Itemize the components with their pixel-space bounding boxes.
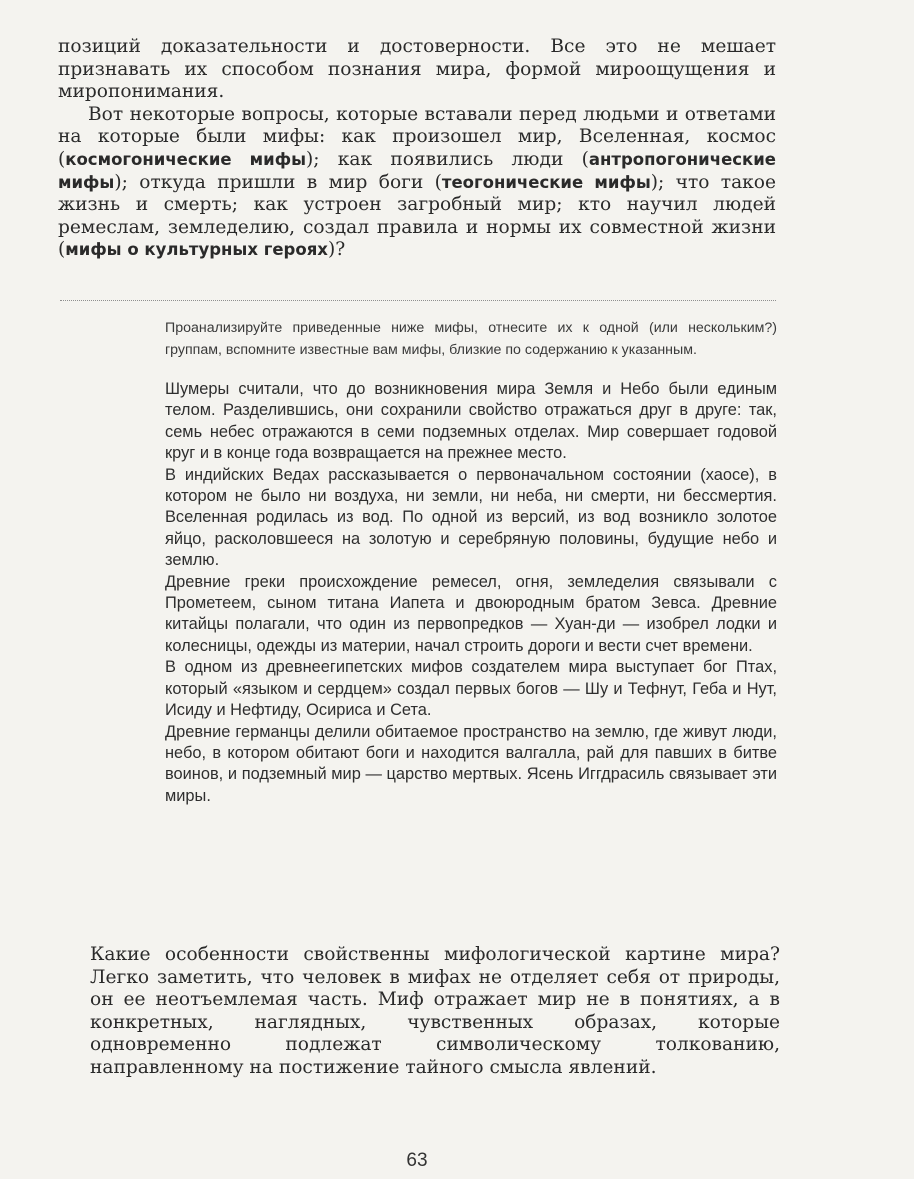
page-number: 63 [406, 1150, 428, 1171]
myth-germanic: Древние германцы делили обитаемое пространство на землю, где живут люди, небо, в котором обитают боги и находится валгалла, рай для павших в битве воинов, и подземный мир — царство мертвых. Ясень Иггдрасиль связывает эти миры. [165, 722, 777, 805]
term-culture-heroes: мифы о культурных героях [65, 240, 328, 260]
paragraph-continued: позиций доказательности и достоверности. Все это не мешает признавать их способом познания мира, формой мироощущения и миропонимания. [58, 36, 776, 103]
top-text-block [58, 36, 776, 262]
assignment-box [165, 318, 777, 807]
bottom-text-block [90, 944, 780, 1080]
term-anthropogonic: антропогонические мифы [58, 149, 776, 192]
myth-sumerian: Шумеры считали, что до возникновения мира Земля и Небо были единым телом. Разделившись, они сохранили свойство отражаться друг в друге: так, семь небес отражаются в семи подземных отделах. Мир совершает годовой круг и в конце года возвращается на прежнее место. [165, 380, 777, 463]
text-run: ); что такое жизнь и смерть; как устроен загробный мир; кто научил людей ремеслам, земледелию, создал правила и нормы их совместной жизни ( [58, 171, 776, 261]
dotted-divider [60, 300, 776, 301]
text-run: )? [327, 239, 346, 261]
paragraph-mythological-picture: Какие особенности свойственны мифологической картине мира? Легко заметить, что человек в мифах не отделяет себя от природы, он ее неотъемлемая часть. Миф отражает мир не в понятиях, а в конкретных, наглядных, чувственных образах, которые одновременно подлежат символическому толкованию, направленному на постижение тайного смысла явлений. [90, 944, 780, 1078]
term-theogonic: теогонические мифы [441, 172, 651, 192]
assignment-task: Проанализируйте приведенные ниже мифы, отнесите их к одной (или нескольким?) группам, вспомните известные вам мифы, близкие по содержанию к указанным. [165, 320, 777, 358]
myth-greek-chinese: Древние греки происхождение ремесел, огня, земледелия связывали с Прометеем, сыном титана Иапета и двоюродным братом Зевса. Древние китайцы полагали, что один из первопредков — Хуан-ди — изобрел лодки и колесницы, одежды из материи, начал строить дороги и вести счет времени. [165, 572, 777, 655]
paragraph-myth-questions [58, 104, 776, 262]
text-run: ); как появились люди ( [306, 148, 589, 170]
term-cosmogonic: космогонические мифы [65, 149, 306, 169]
myth-egyptian: В одном из древнеегипетских мифов создателем мира выступает бог Птах, который «языком и сердцем» создал первых богов — Шу и Тефнут, Геба и Нут, Исиду и Нефтиду, Осириса и Сета. [165, 658, 777, 720]
text-run: ); откуда пришли в мир боги ( [114, 171, 442, 193]
myth-indian-vedas: В индийских Ведах рассказывается о первоначальном состоянии (хаосе), в котором не было ни воздуха, ни земли, ни неба, ни смерти, ни бессмертия. Вселенная родилась из вод. По одной из версий, из вод возникло золотое яйцо, расколовшееся на золотую и серебряную половины, будущие небо и землю. [165, 465, 777, 570]
text-run: Вот некоторые вопросы, которые вставали перед людьми и ответами на которые были мифы: как произошел мир, Вселенная, космос ( [58, 103, 776, 170]
